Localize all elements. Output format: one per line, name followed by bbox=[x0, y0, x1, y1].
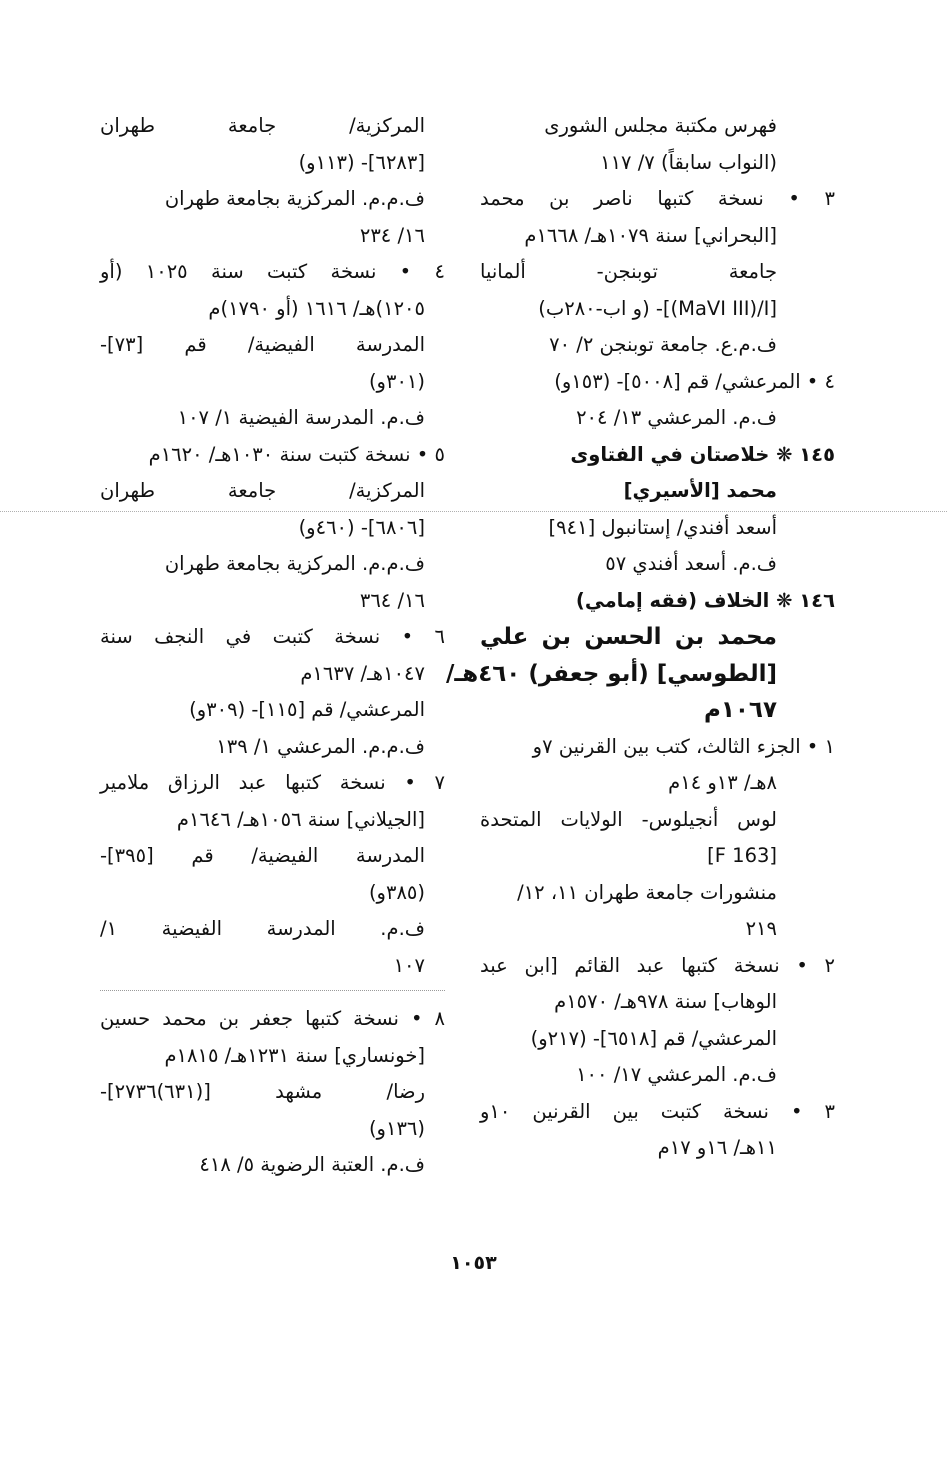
left-column-line: المدرسة الفيضية/ قم [٧٣]- bbox=[100, 333, 425, 356]
left-column-line: ف.م.م. المركزية بجامعة طهران bbox=[164, 552, 425, 575]
right-column-line: ١٤٥ ❋ خلاصتان في الفتاوى bbox=[570, 442, 835, 466]
left-column-line: [٦٢٨٣]- (١١٣و) bbox=[298, 150, 425, 174]
right-column-line: محمد [الأسيري] bbox=[623, 479, 777, 502]
right-column-line: ٢ • نسخة كتبها عبد القائم [ابن عبد bbox=[480, 953, 835, 977]
right-column-line: محمد بن الحسن بن علي bbox=[480, 624, 777, 650]
left-column-line: ف.م. العتبة الرضوية ٥/ ٤١٨ bbox=[199, 1153, 425, 1176]
right-column bbox=[445, 108, 835, 1167]
left-column-line: المركزية/ جامعة طهران bbox=[100, 479, 425, 502]
right-column-line: ف.م.ع. جامعة توبنجن ٢/ ٧٠ bbox=[549, 333, 777, 356]
right-column-line: ٣ • نسخة كتبت بين القرنين ١٠و bbox=[480, 1099, 835, 1123]
right-column-line: ٣ • نسخة كتبها ناصر بن محمد bbox=[480, 187, 835, 210]
right-column-line: [MaVI III)/I)]- (و اب-٢٨٠ب) bbox=[538, 296, 777, 320]
left-column-line: ف.م. المدرسة الفيضية ١/ ١٠٧ bbox=[177, 406, 425, 429]
right-column-line: ف.م. المرعشي ١٧/ ١٠٠ bbox=[576, 1063, 777, 1086]
right-column-line: الوهاب] سنة ٩٧٨هـ/ ١٥٧٠م bbox=[554, 990, 777, 1013]
right-column-line: ١ • الجزء الثالث، كتب بين القرنين ٧و bbox=[532, 734, 835, 758]
right-column-line: ١٠٦٧م bbox=[703, 697, 777, 723]
left-column-line: ١٢٠٥)هـ/ ١٦١٦ (أو ١٧٩٠)م bbox=[208, 296, 425, 320]
left-column-line: المرعشي/ قم [١١٥]- (٣٠٩و) bbox=[189, 698, 425, 721]
left-column-separator bbox=[100, 990, 445, 991]
left-column-line: ٥ • نسخة كتبت سنة ١٠٣٠هـ/ ١٦٢٠م bbox=[148, 442, 445, 466]
left-column-line: ٤ • نسخة كتبت سنة ١٠٢٥ (أو bbox=[100, 260, 445, 283]
right-column-line: ف.م. أسعد أفندي ٥٧ bbox=[605, 552, 777, 575]
right-column-line: ف.م. المرعشي ١٣/ ٢٠٤ bbox=[576, 406, 777, 429]
right-column-line: ٢١٩ bbox=[745, 917, 777, 940]
left-column-line: ١٠٧ bbox=[393, 953, 425, 977]
left-column-line: المدرسة الفيضية/ قم [٣٩٥]- bbox=[100, 844, 425, 867]
right-column-line: ٤ • المرعشي/ قم [٥٠٠٨]- (١٥٣و) bbox=[554, 369, 835, 393]
left-column-line: (١٣٦و) bbox=[368, 1116, 425, 1140]
left-column-line: ف.م.م. المرعشي ١/ ١٣٩ bbox=[216, 734, 425, 758]
left-column-line: ف.م.م. المركزية بجامعة طهران bbox=[164, 187, 425, 210]
left-column-line: [خونساري] سنة ١٢٣١هـ/ ١٨١٥م bbox=[164, 1043, 425, 1067]
right-column-line: [البحراني] سنة ١٠٧٩هـ/ ١٦٦٨م bbox=[524, 223, 777, 247]
left-column-line: رضا/ مشهد [(٦٣١)٢٧٣٦]- bbox=[100, 1080, 425, 1103]
right-column-line: ١١هـ/ ١٦و ١٧م bbox=[657, 1136, 777, 1159]
right-column-line: جامعة توبنجن- ألمانيا bbox=[480, 260, 777, 283]
right-column-line: منشورات جامعة طهران ١١، ١٢/ bbox=[517, 880, 777, 904]
left-column-line: (٣٠١و) bbox=[368, 369, 425, 393]
left-column-line: ١٦/ ٢٣٤ bbox=[359, 223, 425, 247]
left-column-line: ٨ • نسخة كتبها جعفر بن محمد حسين bbox=[100, 1007, 445, 1030]
left-column-line: ١٦/ ٣٦٤ bbox=[359, 588, 425, 612]
right-column-line: فهرس مكتبة مجلس الشورى bbox=[544, 114, 777, 137]
right-column-line: ٨هـ/ ١٣و ١٤م bbox=[668, 771, 777, 794]
left-column-line: المركزية/ جامعة طهران bbox=[100, 114, 425, 137]
left-column-line: (٣٨٥و) bbox=[368, 880, 425, 904]
right-column-line: [F 163] bbox=[707, 844, 777, 867]
right-column-line: [الطوسي] (أبو جعفر) ٤٦٠هـ/ bbox=[445, 660, 777, 687]
left-column-line: ف.م. المدرسة الفيضية ١/ bbox=[100, 917, 425, 940]
right-column-line: المرعشي/ قم [٦٥١٨]- (٢١٧و) bbox=[530, 1026, 777, 1050]
left-column-line: [الجيلاني] سنة ١٠٥٦هـ/ ١٦٤٦م bbox=[176, 807, 425, 831]
left-column-line: ٧ • نسخة كتبها عبد الرزاق ملامير bbox=[100, 771, 445, 794]
right-column-line: (النواب سابقاً) ٧/ ١١٧ bbox=[600, 150, 777, 174]
page-number: ١٠٥٣ bbox=[450, 1252, 497, 1274]
left-column-line: [٦٨٠٦]- (٤٦٠و) bbox=[298, 515, 425, 539]
right-column-line: ١٤٦ ❋ الخلاف (فقه إمامي) bbox=[575, 588, 835, 612]
right-column-line: لوس أنجيلوس- الولايات المتحدة bbox=[480, 807, 777, 831]
left-column-line: ١٠٤٧هـ/ ١٦٣٧م bbox=[300, 661, 425, 685]
right-column-line: أسعد أفندي/ إستانبول [٩٤١] bbox=[548, 515, 777, 539]
left-column-line: ٦ • نسخة كتبت في النجف سنة bbox=[100, 625, 445, 648]
left-column bbox=[100, 108, 445, 1184]
